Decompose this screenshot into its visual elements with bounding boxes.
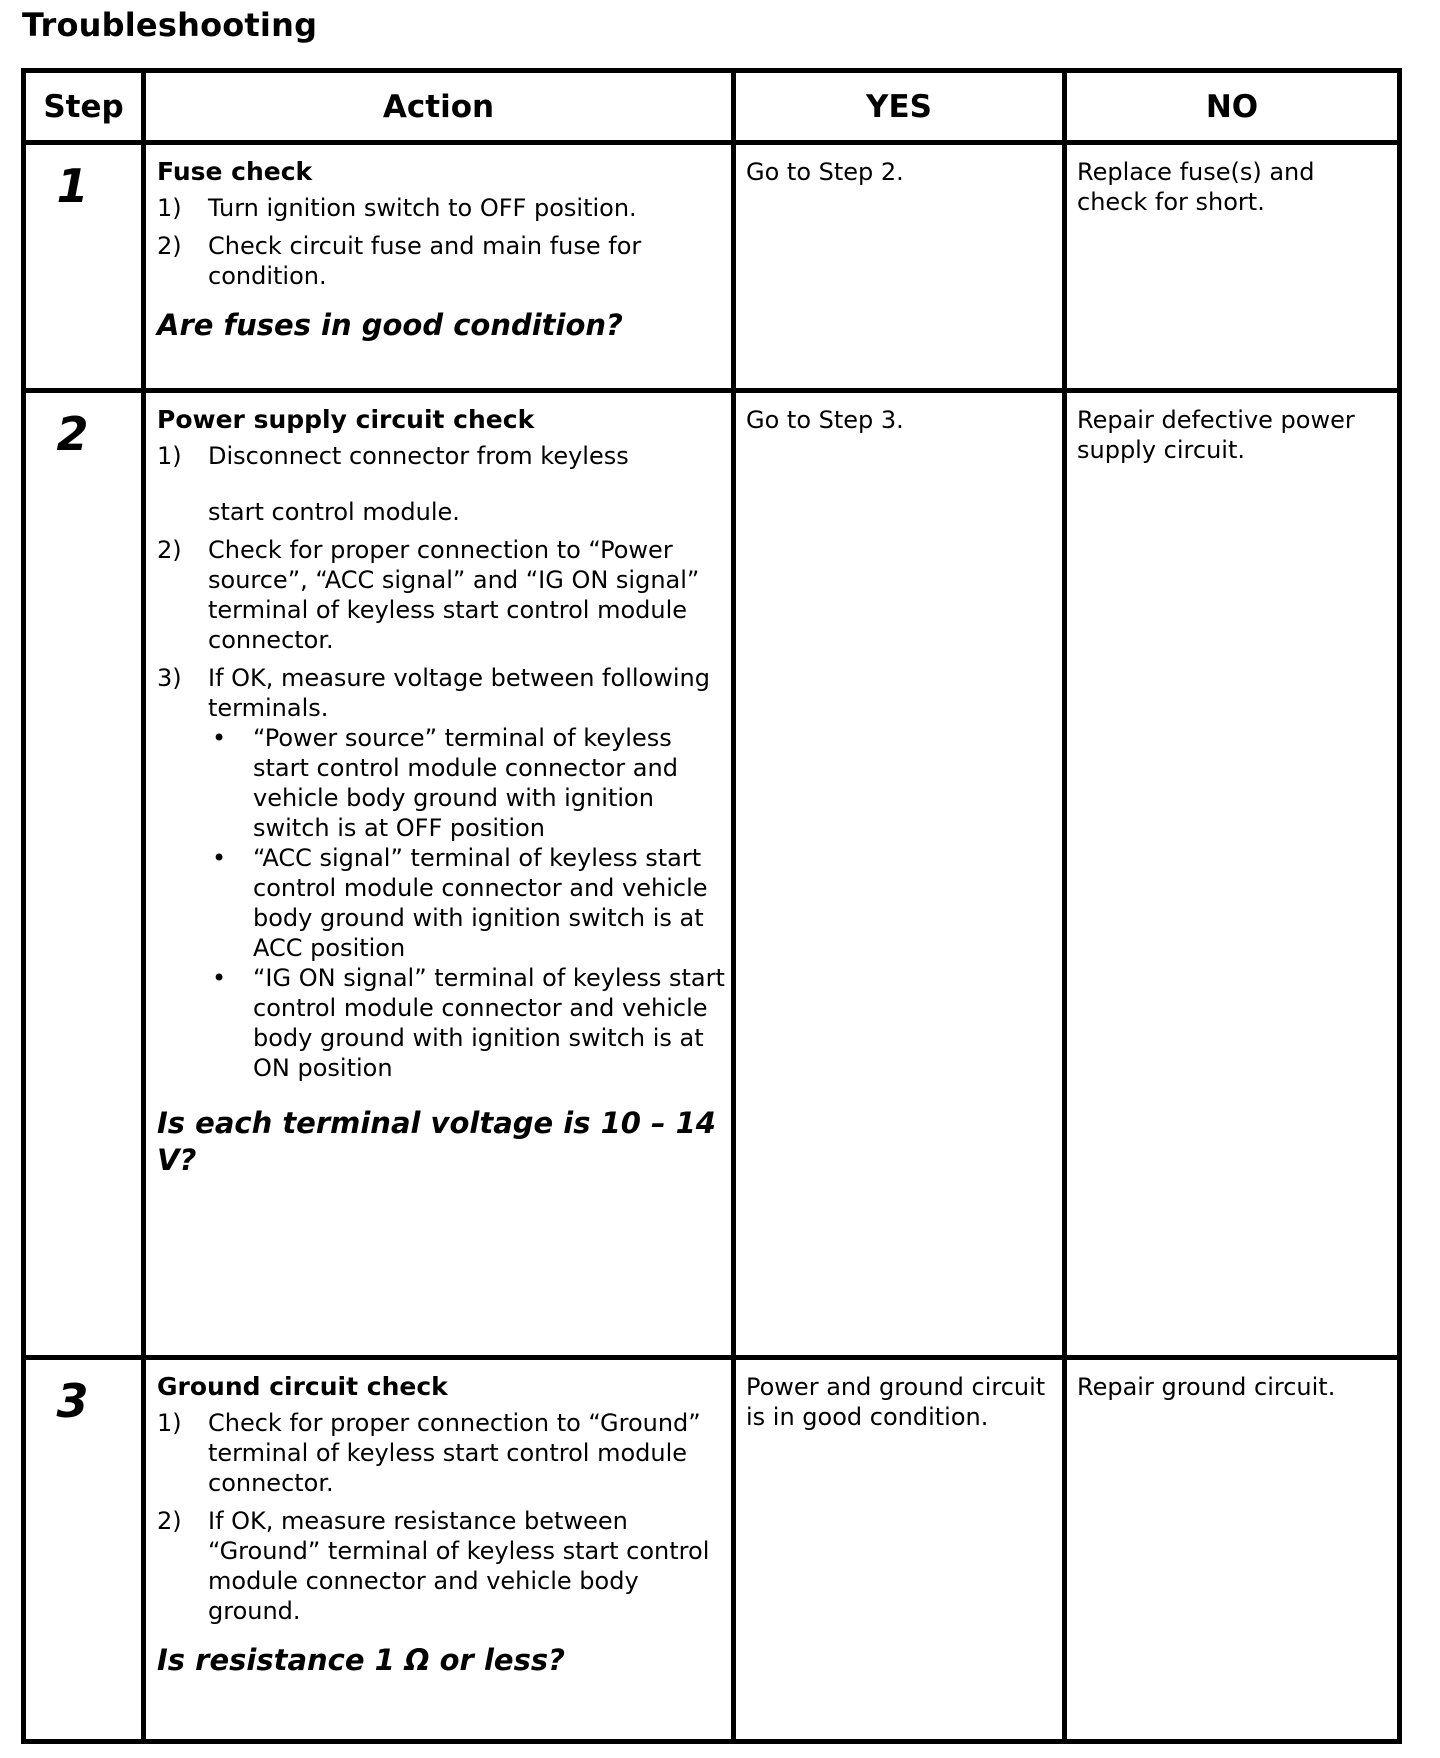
no-cell — [1065, 143, 1400, 391]
item-text: Turn ignition switch to OFF position. — [208, 194, 637, 222]
no-result: Repair ground circuit. — [1077, 1373, 1336, 1401]
item-number: 2) — [157, 536, 182, 564]
list-item — [208, 963, 725, 1083]
list-item — [208, 843, 725, 963]
step-cell — [24, 391, 144, 1358]
yes-result: Power and ground circuit is in good condition. — [746, 1373, 1046, 1431]
table-row — [24, 391, 1400, 1358]
bullet-text: “IG ON signal” terminal of keyless start control module connector and vehicle body ground with ignition switch is at ON position — [253, 964, 725, 1082]
item-text: Check for proper connection to “Power source”, “ACC signal” and “IG ON signal” terminal of keyless start control module connector. — [208, 536, 700, 654]
troubleshooting-table — [21, 68, 1402, 1744]
bullet-icon: • — [212, 724, 227, 752]
item-text-continued: start control module. — [208, 498, 460, 526]
no-cell — [1065, 391, 1400, 1358]
item-number: 1) — [157, 194, 182, 222]
check-title: Power supply circuit check — [157, 405, 535, 434]
step-number: 3 — [56, 1374, 89, 1428]
item-text: Disconnect connector from keyless — [208, 442, 629, 470]
yes-cell — [734, 1358, 1065, 1742]
step-cell — [24, 143, 144, 391]
action-item — [157, 535, 725, 655]
step-number: 2 — [56, 407, 89, 461]
header-step: Step — [24, 71, 144, 143]
check-title: Fuse check — [157, 157, 313, 186]
yes-result: Go to Step 3. — [746, 406, 904, 434]
action-cell — [144, 391, 734, 1358]
no-result: Repair defective power supply circuit. — [1077, 406, 1355, 464]
item-text: Check circuit fuse and main fuse for condition. — [208, 232, 642, 290]
step-number: 1 — [56, 159, 89, 213]
bullet-icon: • — [212, 964, 227, 992]
item-number: 1) — [157, 442, 182, 470]
step-cell — [24, 1358, 144, 1742]
terminal-list — [208, 723, 725, 1083]
item-number: 2) — [157, 1507, 182, 1535]
action-item — [157, 441, 725, 527]
list-item — [208, 723, 725, 843]
check-question: Is resistance 1 Ω or less? — [157, 1643, 565, 1677]
item-number: 2) — [157, 232, 182, 260]
bullet-icon: • — [212, 844, 227, 872]
action-item — [157, 231, 725, 291]
item-number: 3) — [157, 664, 182, 692]
action-item — [157, 1408, 725, 1498]
bullet-text: “Power source” terminal of keyless start control module connector and vehicle body ground with ignition switch is at OFF position — [253, 724, 678, 842]
no-result: Replace fuse(s) and check for short. — [1077, 158, 1315, 216]
table-row — [24, 143, 1400, 391]
yes-cell — [734, 391, 1065, 1358]
table-row — [24, 1358, 1400, 1742]
action-cell — [144, 1358, 734, 1742]
action-item — [157, 663, 725, 1083]
item-text: If OK, measure voltage between following terminals. — [208, 664, 710, 722]
yes-cell — [734, 143, 1065, 391]
bullet-text: “ACC signal” terminal of keyless start control module connector and vehicle body ground with ignition switch is at ACC position — [253, 844, 708, 962]
action-cell — [144, 143, 734, 391]
action-item — [157, 1506, 725, 1626]
item-number: 1) — [157, 1409, 182, 1437]
yes-result: Go to Step 2. — [746, 158, 904, 186]
action-item — [157, 193, 725, 223]
item-text: If OK, measure resistance between “Ground” terminal of keyless start control module connector and vehicle body ground. — [208, 1507, 710, 1625]
header-no: NO — [1065, 71, 1400, 143]
check-title: Ground circuit check — [157, 1372, 448, 1401]
item-text: Check for proper connection to “Ground” terminal of keyless start control module connector. — [208, 1409, 701, 1497]
page-title: Troubleshooting — [22, 6, 318, 44]
table-header-row — [24, 71, 1400, 143]
no-cell — [1065, 1358, 1400, 1742]
check-question: Are fuses in good condition? — [157, 308, 623, 342]
check-question: Is each terminal voltage is 10 – 14 V? — [157, 1106, 716, 1177]
header-action: Action — [144, 71, 734, 143]
header-yes: YES — [734, 71, 1065, 143]
